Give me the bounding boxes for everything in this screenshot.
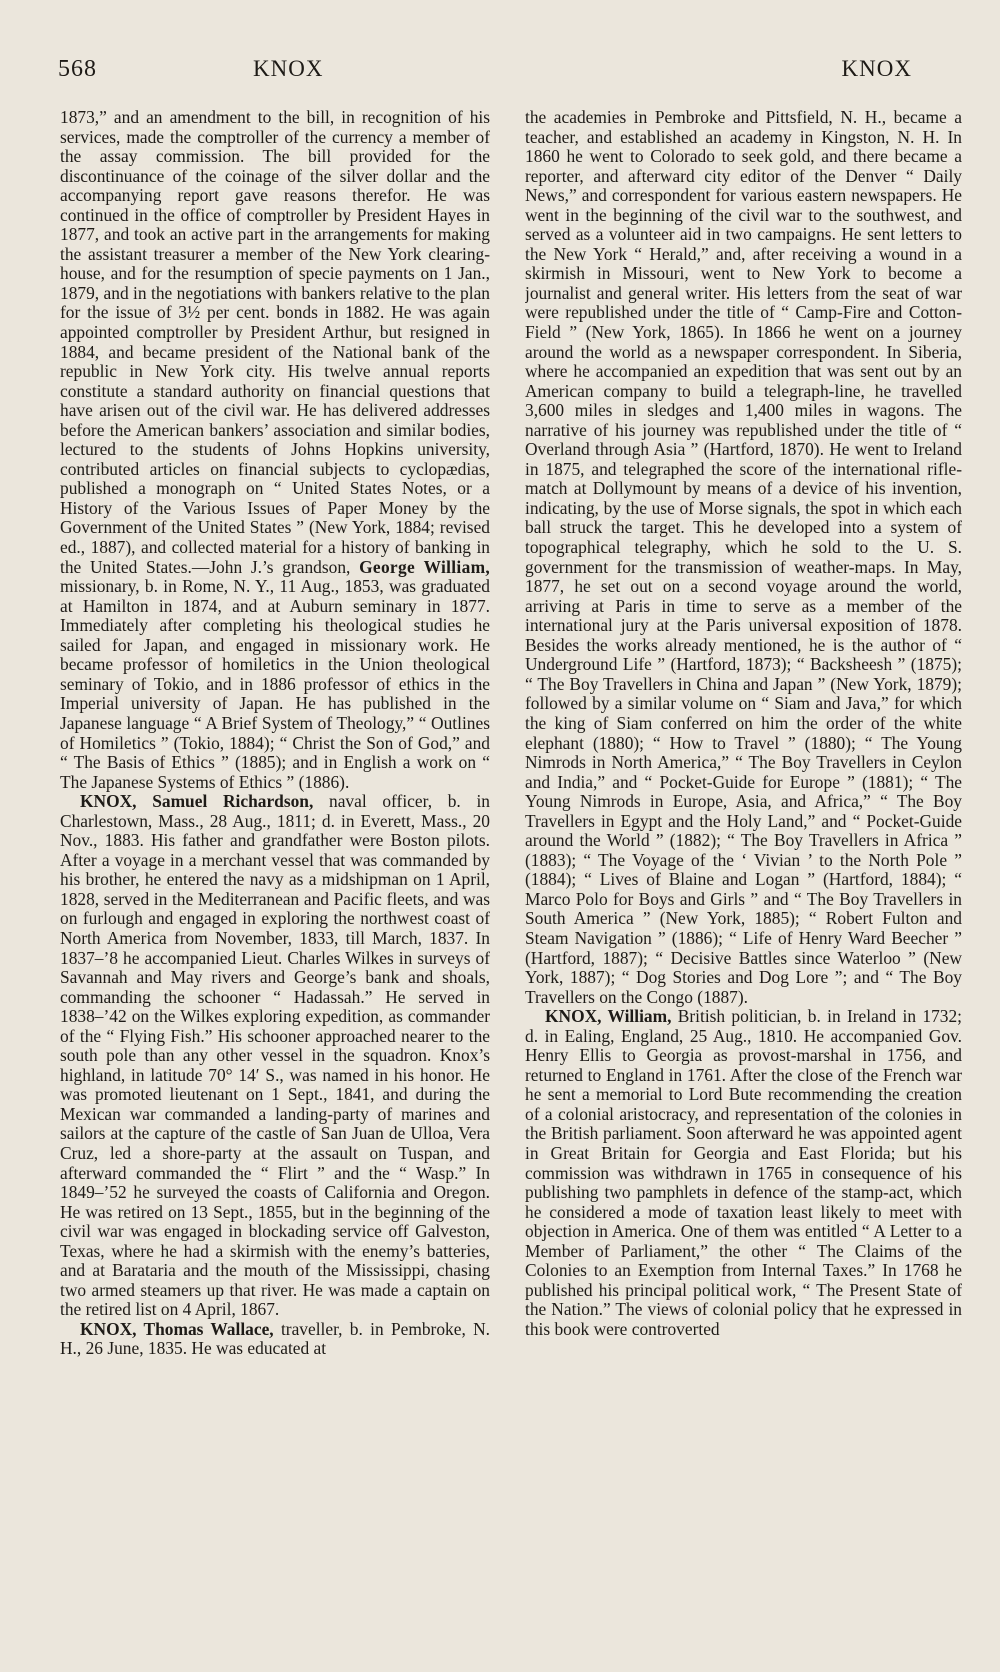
entry-thomas-wallace-continued <box>525 108 962 1007</box>
entry-name-george-william: George William, <box>359 556 490 577</box>
entry-william <box>525 1007 962 1339</box>
knox-john-jay-continued <box>60 108 490 792</box>
entry-thomas-wallace <box>60 1320 490 1359</box>
page-number: 568 <box>58 56 97 82</box>
entry-text: naval officer, b. in Charlestown, Mass., 28 Aug., 1811; d. in Everett, Mass., 20 Nov., 1883. His father and grandfather were Boston pilots. After a voyage in a merchant vessel that was commanded by his brother, he entered the navy as a midshipman on 1 April, 1828, served in the Mediterranean and Pacific fleets, and was on furlough and engaged in exploring the northwest coast of North America from November, 1833, till March, 1837. In 1837–’8 he accompanied Lieut. Charles Wilkes in surveys of Savannah and May rivers and George’s bank and shoals, commanding the schooner “ Hadassah.” He served in 1838–’42 on the Wilkes exploring expedition, as commander of the “ Flying Fish.” His schooner approached nearer to the south pole than any other vessel in the squadron. Knox’s highland, in latitude 70° 14′ S., was named in his honor. He was promoted lieutenant on 1 Sept., 1841, and during the Mexican war commanded a landing-party of marines and sailors at the capture of the castle of San Juan de Ulloa, Vera Cruz, led a shore-party at the assault on Tuspan, and afterward commanded the “ Flirt ” and the “ Wasp.” In 1849–’52 he surveyed the coasts of California and Oregon. He was retired on 13 Sept., 1855, but in the beginning of the civil war was engaged in blockading service off Galveston, Texas, where he had a skirmish with the enemy’s batteries, and at Barataria and the mouth of the Mississippi, chasing two armed steamers up that river. He was made a captain on the retired list on 4 April, 1867. <box>60 791 490 1320</box>
left-running-head: KNOX <box>253 56 324 81</box>
paragraph-text: the academies in Pembroke and Pittsfield, N. H., became a teacher, and established an academy in Kingston, N. H. In 1860 he went to Colorado to seek gold, and there became a reporter, and afterward city editor of the Denver “ Daily News,” and correspondent for various eastern newspapers. He went in the beginning of the civil war to the southwest, and served as a volunteer aid in two campaigns. He sent letters to the New York “ Herald,” and, after receiving a wound in a skirmish in Missouri, went to New York to become a journalist and general writer. His letters from the seat of war were republished under the title of “ Camp-Fire and Cotton-Field ” (New York, 1865). In 1866 he went on a journey around the world as a newspaper correspondent. In Siberia, where he accompanied an expedition that was sent out by an American company to build a telegraph-line, he travelled 3,600 miles in sledges and 1,400 miles in wagons. The narrative of his journey was republished under the title of “ Overland through Asia ” (Hartford, 1870). He went to Ireland in 1875, and telegraphed the score of the international rifle-match at Dollymount by means of a device of his invention, indicating, by the use of Morse signals, the spot in which each ball struck the target. This he developed into a system of topographical telegraphy, which he sold to the U. S. government for the transmission of weather-maps. In May, 1877, he set out on a second voyage around the world, arriving at Paris in time to serve as a member of the international jury at the Paris universal exposition of 1878. Besides the works already mentioned, he is the author of “ Underground Life ” (Hartford, 1873); “ Backsheesh ” (1875); “ The Boy Travellers in China and Japan ” (New York, 1879); followed by a similar volume on “ Siam and Java,” for which the king of Siam conferred on him the order of the white elephant (1880); “ How to Travel ” (1880); “ The Young Nimrods in North America,” “ The Boy Travellers in Ceylon and India,” and “ Pocket-Guide for Europe ” (1881); “ The Young Nimrods in Europe, Asia, and Africa,” “ The Boy Travellers in Egypt and the Holy Land,” and “ Pocket-Guide around the World ” (1882); “ The Boy Travellers in Africa ” (1883); “ The Voyage of the ‘ Vivian ’ to the North Pole ” (1884); “ Lives of Blaine and Logan ” (Hartford, 1884); “ Marco Polo for Boys and Girls ” and “ The Boy Travellers in South America ” (New York, 1885); “ Robert Fulton and Steam Navigation ” (1886); “ Life of Henry Ward Beecher ” (Hartford, 1887); “ Decisive Battles since Waterloo ” (New York, 1887); “ Dog Stories and Dog Lore ”; and “ The Boy Travellers on the Congo (1887). <box>525 108 962 1007</box>
entry-heading-william: KNOX, William, <box>545 1006 672 1027</box>
left-column <box>60 108 490 1648</box>
entry-text: British politician, b. in Ireland in 1732; d. in Ealing, England, 25 Aug., 1810. He accompanied Gov. Henry Ellis to Georgia as provost-marshal in 1756, and returned to England in 1761. After the close of the French war he sent a memorial to Lord Bute recommending the creation of a colonial aristocracy, and representation of the colonies in the British parliament. Soon afterward he was appointed agent in Great Britain for Georgia and East Florida; but his commission was withdrawn in 1765 in consequence of his publishing two pamphlets in defence of the stamp-act, which he considered a mode of taxation least likely to meet with objection in America. One of them was entitled “ A Letter to a Member of Parliament,” the other “ The Claims of the Colonies to an Exemption from Internal Taxes.” In 1768 he published his principal political work, “ The Present State of the Nation.” The views of colonial policy that he expressed in this book were controverted <box>525 1006 962 1339</box>
running-header <box>58 56 942 86</box>
entry-samuel-richardson <box>60 792 490 1320</box>
right-running-head: KNOX <box>841 56 912 81</box>
entry-heading-thomas: KNOX, Thomas Wallace, <box>80 1318 274 1339</box>
right-column <box>525 108 962 1648</box>
entry-heading-samuel: KNOX, Samuel Richardson, <box>80 791 314 812</box>
paragraph-text: 1873,” and an amendment to the bill, in recognition of his services, made the comptroller of the currency a member of the assay commission. The bill provided for the discontinuance of the coinage of the silver dollar and the accompanying report gave reasons therefor. He was continued in the office of comptroller by President Hayes in 1877, and took an active part in the arrangements for making the assistant treasurer a member of the New York clearing-house, and for the resumption of specie payments on 1 Jan., 1879, and in the negotiations with bankers relative to the plan for the issue of 3½ per cent. bonds in 1882. He was again appointed comptroller by President Arthur, but resigned in 1884, and became president of the National bank of the republic in New York city. His twelve annual reports constitute a standard authority on financial questions that have arisen out of the civil war. He has delivered addresses before the American bankers’ association and similar bodies, lectured to the students of Johns Hopkins university, contributed articles on financial subjects to cyclopædias, published a monograph on “ United States Notes, or a History of the Various Issues of Paper Money by the Government of the United States ” (New York, 1884; revised ed., 1887), and collected material for a history of banking in the United States.—John J.’s grandson, <box>60 108 490 577</box>
paragraph-text: missionary, b. in Rome, N. Y., 11 Aug., 1853, was graduated at Hamilton in 1874, and at Auburn seminary in 1877. Immediately after completing his theological studies he sailed for Japan, and engaged in missionary work. He became professor of homiletics in the Union theological seminary of Tokio, and in 1886 professor of ethics in the Imperial university of Japan. He has published in the Japanese language “ A Brief System of Theology,” “ Outlines of Homiletics ” (Tokio, 1884); “ Christ the Son of God,” and “ The Basis of Ethics ” (1885); and in English a work on “ The Japanese Systems of Ethics ” (1886). <box>60 576 490 792</box>
entry-text: traveller, b. in Pembroke, N. H., 26 June, 1835. He was educated at <box>60 1318 490 1359</box>
